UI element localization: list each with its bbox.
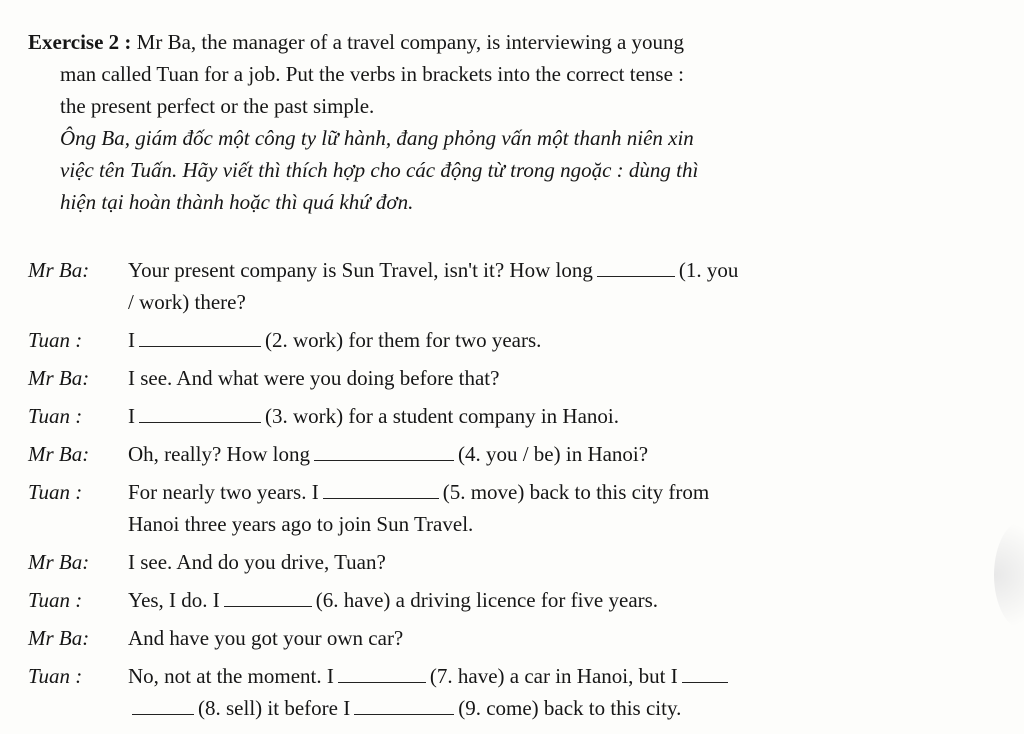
dialogue-line: Mr Ba: And have you got your own car?: [28, 622, 928, 654]
dialogue: [28, 254, 928, 724]
blank-5[interactable]: [323, 497, 439, 499]
blank-3[interactable]: [139, 421, 261, 423]
speaker-label: Tuan :: [28, 404, 83, 428]
dialogue-line: Tuan : I (2. work) for them for two years.: [28, 324, 928, 356]
blank-4[interactable]: [314, 459, 454, 461]
dialogue-line: Mr Ba: Oh, really? How long (4. you / be) in Hanoi?: [28, 438, 928, 470]
exercise-title: Exercise 2 :: [28, 30, 132, 54]
instruction-line-1: Exercise 2 : Mr Ba, the manager of a travel company, is interviewing a young: [28, 30, 685, 54]
blank-8b[interactable]: [132, 713, 194, 715]
speaker-label: Mr Ba:: [28, 442, 90, 466]
speaker-label: Mr Ba:: [28, 258, 90, 282]
speaker-label: Tuan :: [28, 588, 83, 612]
speaker-label: Tuan :: [28, 328, 83, 352]
speaker-label: Tuan :: [28, 664, 83, 688]
vi-line-1: Ông Ba, giám đốc một công ty lữ hành, đang phỏng vấn một thanh niên xin: [60, 126, 694, 150]
blank-1[interactable]: [597, 275, 675, 277]
dialogue-line: Tuan : No, not at the moment. I (7. have) a car in Hanoi, but I: [28, 660, 928, 692]
instruction-line-3: the present perfect or the past simple.: [60, 94, 375, 118]
dialogue-continuation: Hanoi three years ago to join Sun Travel.: [128, 512, 474, 536]
blank-9[interactable]: [354, 713, 454, 715]
exercise-instructions: [28, 26, 928, 122]
dialogue-line: Mr Ba: I see. And what were you doing before that?: [28, 362, 928, 394]
speaker-label: Mr Ba:: [28, 366, 90, 390]
speaker-label: Tuan :: [28, 480, 83, 504]
blank-6[interactable]: [224, 605, 312, 607]
vietnamese-instructions: [60, 122, 930, 218]
speaker-label: Mr Ba:: [28, 550, 90, 574]
speaker-label: Mr Ba:: [28, 626, 90, 650]
blank-2[interactable]: [139, 345, 261, 347]
blank-7[interactable]: [338, 681, 426, 683]
instruction-line-2: man called Tuan for a job. Put the verbs in brackets into the correct tense :: [60, 62, 685, 86]
dialogue-continuation: / work) there?: [128, 290, 246, 314]
dialogue-line: Mr Ba: I see. And do you drive, Tuan?: [28, 546, 928, 578]
vi-line-3: hiện tại hoàn thành hoặc thì quá khứ đơn.: [60, 190, 414, 214]
page-edge-shadow: [994, 520, 1024, 630]
blank-8a[interactable]: [682, 681, 728, 683]
dialogue-line: Tuan : Yes, I do. I (6. have) a driving licence for five years.: [28, 584, 928, 616]
dialogue-line: Tuan : For nearly two years. I (5. move) back to this city from: [28, 476, 928, 508]
dialogue-line: Tuan : I (3. work) for a student company in Hanoi.: [28, 400, 928, 432]
dialogue-line: Mr Ba: Your present company is Sun Travel, isn't it? How long (1. you: [28, 254, 928, 286]
vi-line-2: việc tên Tuấn. Hãy viết thì thích hợp cho các động từ trong ngoặc : dùng thì: [60, 158, 699, 182]
dialogue-continuation: (8. sell) it before I (9. come) back to this city.: [28, 692, 928, 724]
